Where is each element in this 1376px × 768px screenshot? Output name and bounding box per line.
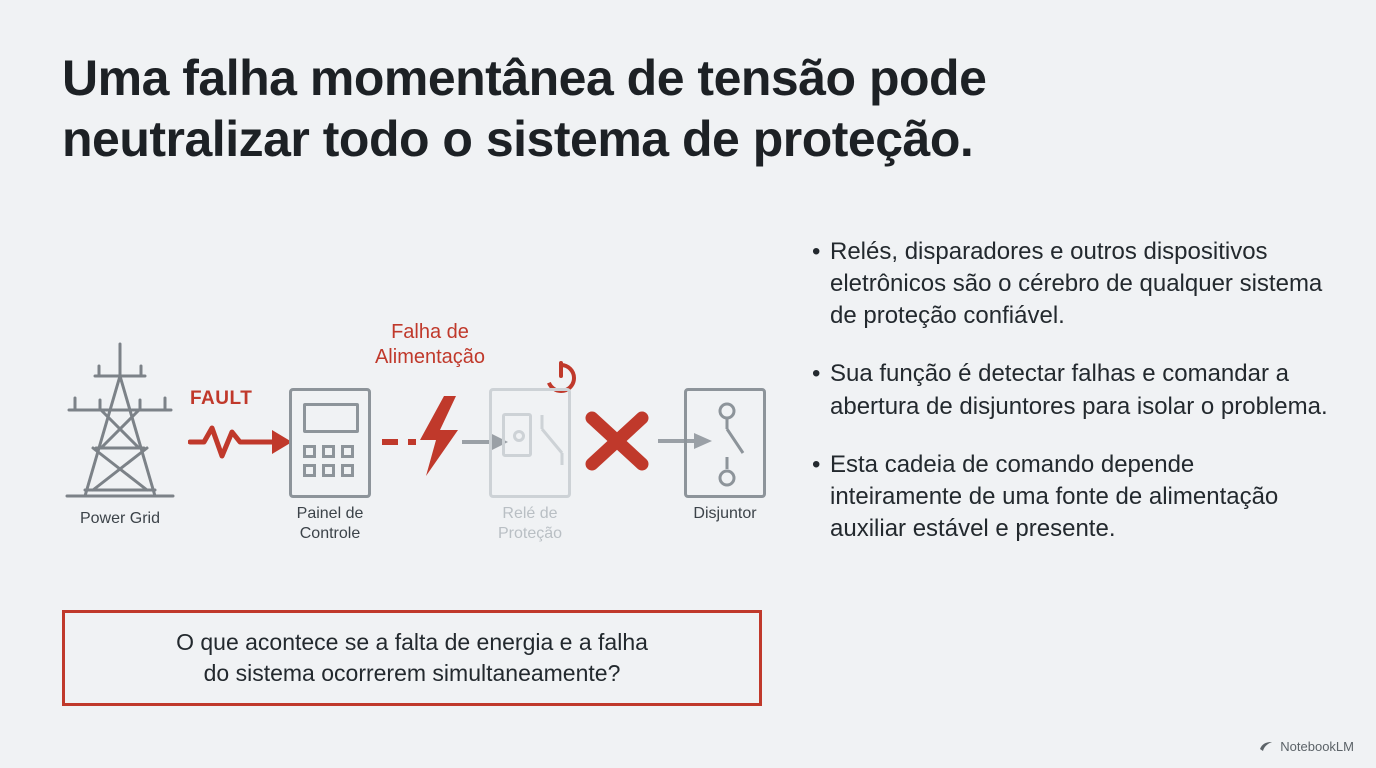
- bullet-dot-icon: •: [812, 360, 821, 388]
- page-title-line-1: Uma falha momentânea de tensão pode: [62, 50, 987, 106]
- diagram-node-circuit-breaker: [675, 388, 775, 524]
- relay-contact: [536, 409, 570, 469]
- relay-coil: [502, 413, 532, 457]
- panel-button: [341, 464, 354, 477]
- diagram-node-circuit-breaker-label: Disjuntor: [693, 505, 757, 522]
- panel-button: [322, 464, 335, 477]
- question-text: O que acontece se a falta de energia e a falha do sistema ocorrerem simultaneamente?: [176, 628, 648, 686]
- page-title: [62, 48, 1092, 170]
- list-item: [812, 449, 1332, 545]
- diagram-node-control-panel-label: Painel de Controle: [296, 505, 364, 542]
- protection-relay-icon: [489, 388, 571, 498]
- power-failure-label: Falha de Alimentação: [374, 321, 486, 368]
- list-item: [812, 358, 1332, 422]
- bullet-dot-icon: •: [812, 450, 821, 478]
- control-panel-icon: [289, 388, 371, 498]
- panel-button: [341, 445, 354, 458]
- panel-button: [303, 445, 316, 458]
- question-callout-box: [62, 610, 762, 706]
- list-item-text: Sua função é detectar falhas e comandar a abertura de disjuntores para isolar o problema.: [830, 360, 1328, 420]
- brand-footer: [1258, 738, 1354, 754]
- brand-name: NotebookLM: [1280, 738, 1354, 754]
- panel-buttons: [303, 445, 361, 477]
- panel-screen: [303, 403, 359, 433]
- list-item: [812, 236, 1332, 332]
- diagram-node-protection-relay-label: Relé de Proteção: [497, 505, 563, 542]
- panel-button: [322, 445, 335, 458]
- diagram-node-protection-relay: [480, 388, 580, 544]
- diagram-node-power-grid-label: Power Grid: [79, 510, 161, 527]
- page-title-line-2: neutralizar todo o sistema de proteção.: [62, 111, 974, 167]
- notebooklm-logo-icon: [1258, 738, 1274, 754]
- list-item-text: Esta cadeia de comando depende inteiramente de uma fonte de alimentação auxiliar estável e presente.: [830, 450, 1279, 543]
- breaker-switch: [705, 399, 749, 491]
- fault-label: FAULT: [190, 388, 253, 409]
- list-item-text: Relés, disparadores e outros dispositivos eletrônicos são o cérebro de qualquer sistema de proteção confiável.: [830, 238, 1323, 330]
- diagram-node-power-grid: [50, 338, 190, 529]
- bullet-list: [812, 236, 1332, 571]
- protection-chain-diagram: [50, 300, 790, 590]
- diagram-node-control-panel: [280, 388, 380, 544]
- panel-button: [303, 464, 316, 477]
- transmission-tower-icon: [55, 338, 185, 498]
- bullet-dot-icon: •: [812, 238, 821, 265]
- circuit-breaker-icon: [684, 388, 766, 498]
